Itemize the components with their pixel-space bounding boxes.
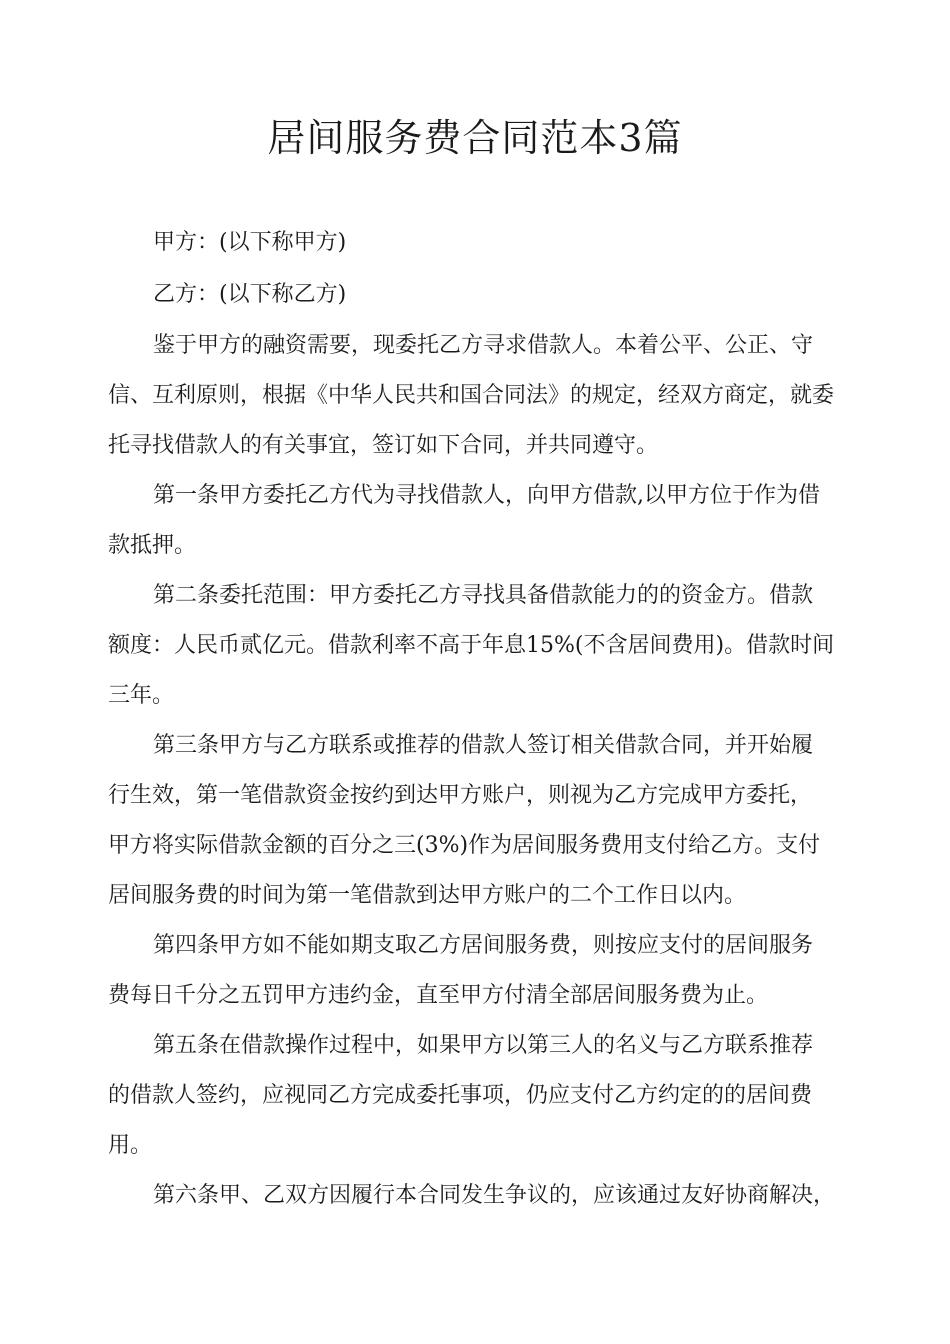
article-6-line-1: 第六条甲、乙双方因履行本合同发生争议的，应该通过友好协商解决， bbox=[153, 1183, 836, 1208]
document-title: 居间服务费合同范本3篇 bbox=[267, 116, 683, 160]
article-4-line-2: 费每日千分之五罚甲方违约金，直至甲方付清全部居间服务费为止。 bbox=[108, 983, 769, 1008]
article-2-line-2: 额度：人民币贰亿元。借款利率不高于年息15%(不含居间费用)。借款时间 bbox=[108, 633, 835, 658]
party-b-line: 乙方：(以下称乙方) bbox=[153, 282, 347, 307]
article-4-line-1: 第四条甲方如不能如期支取乙方居间服务费，则按应支付的居间服务 bbox=[153, 933, 814, 958]
article-3-line-4: 居间服务费的时间为第一笔借款到达甲方账户的二个工作日以内。 bbox=[108, 883, 747, 908]
preamble-line-2: 信、互利原则，根据《中华人民共和国合同法》的规定，经双方商定，就委 bbox=[108, 383, 835, 408]
article-5-line-2: 的借款人签约，应视同乙方完成委托事项，仍应支付乙方约定的的居间费 bbox=[108, 1083, 813, 1108]
article-1-line-2: 款抵押。 bbox=[108, 533, 197, 558]
party-a-line: 甲方：(以下称甲方) bbox=[153, 230, 347, 255]
preamble-line-3: 托寻找借款人的有关事宜，签订如下合同，并共同遵守。 bbox=[108, 433, 659, 458]
article-5-line-1: 第五条在借款操作过程中，如果甲方以第三人的名义与乙方联系推荐 bbox=[153, 1033, 814, 1058]
article-3-line-3: 甲方将实际借款金额的百分之三(3%)作为居间服务费用支付给乙方。支付 bbox=[108, 833, 821, 858]
article-5-line-3: 用。 bbox=[108, 1133, 153, 1158]
article-1-line-1: 第一条甲方委托乙方代为寻找借款人，向甲方借款,以甲方位于作为借 bbox=[153, 483, 820, 508]
article-3-line-1: 第三条甲方与乙方联系或推荐的借款人签订相关借款合同，并开始履 bbox=[153, 733, 814, 758]
article-3-line-2: 行生效，第一笔借款资金按约到达甲方账户，则视为乙方完成甲方委托， bbox=[108, 783, 813, 808]
article-2-line-1: 第二条委托范围：甲方委托乙方寻找具备借款能力的的资金方。借款 bbox=[153, 583, 814, 608]
preamble-line-1: 鉴于甲方的融资需要，现委托乙方寻求借款人。本着公平、公正、守 bbox=[153, 333, 814, 358]
article-2-line-3: 三年。 bbox=[108, 683, 175, 708]
